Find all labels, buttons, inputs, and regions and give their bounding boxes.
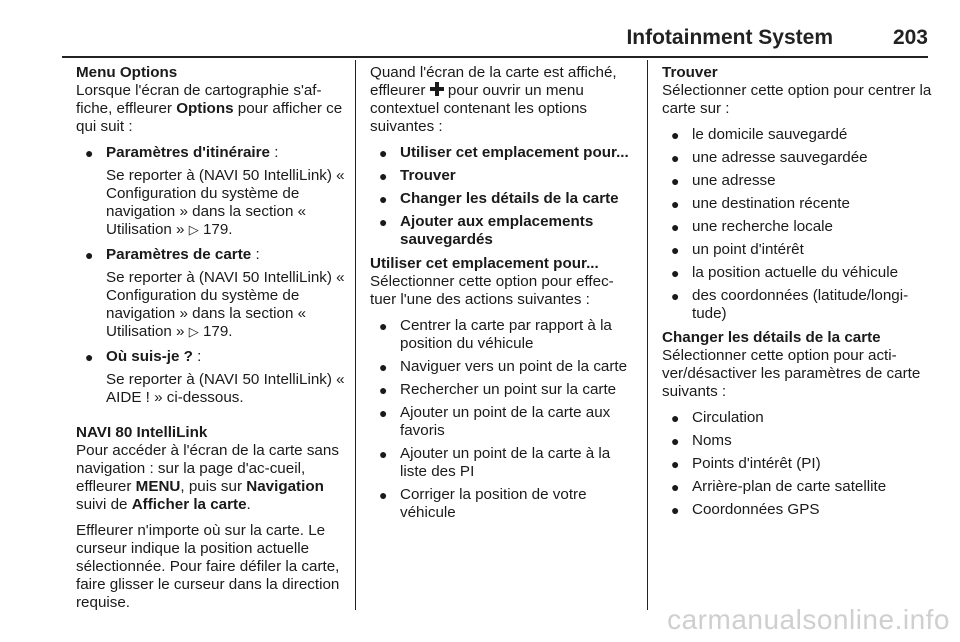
page-number: 203 [892, 26, 928, 49]
list-item-desc: Se reporter à (NAVI 50 IntelliLink) « Configuration du système de navigation » dans la section « Utilisation » ▷ 179. [106, 269, 345, 340]
list-item: ● Arrière-plan de carte satellite [671, 478, 887, 495]
change-details-intro: Sélectionner cette option pour acti-ver/désactiver les paramètres de carte suivants : [662, 347, 921, 400]
list-item: ● Paramètres de carte : [85, 246, 260, 263]
find-heading: Trouver [662, 64, 718, 81]
find-intro: Sélectionner cette option pour centrer la carte sur : [662, 82, 932, 117]
list-item: ● Ajouter un point de la carte aux favoris [379, 404, 611, 439]
list-item: ● Corriger la position de votre véhicule [379, 486, 587, 521]
list-item: ● Où suis-je ? : [85, 348, 202, 365]
watermark: carmanualsonline.info [667, 604, 950, 635]
menu-options-heading: Menu Options [76, 64, 178, 81]
column-divider [647, 60, 648, 610]
list-item: ● le domicile sauvegardé [671, 126, 848, 143]
header-title: Infotainment System [626, 26, 833, 49]
list-item: ● Ajouter aux emplacements sauvegardés [379, 213, 594, 248]
page-ref-icon: ▷ [188, 222, 199, 237]
column-divider [355, 60, 356, 610]
list-item-desc: Se reporter à (NAVI 50 IntelliLink) « AIDE ! » ci-dessous. [106, 371, 345, 406]
list-item: ● un point d'intérêt [671, 241, 804, 258]
list-item: ● Circulation [671, 409, 764, 426]
column-2 [370, 64, 636, 527]
navi-80-heading: NAVI 80 IntelliLink [76, 424, 208, 441]
use-location-heading: Utiliser cet emplacement pour... [370, 255, 599, 272]
list-item: ● Coordonnées GPS [671, 501, 820, 518]
list-item-desc: Se reporter à (NAVI 50 IntelliLink) « Configuration du système de navigation » dans la section « Utilisation » ▷ 179. [106, 167, 345, 238]
list-item: ● Ajouter un point de la carte à la liste des PI [379, 445, 611, 480]
list-item: ● Noms [671, 432, 732, 449]
list-item: ● une adresse [671, 172, 776, 189]
change-details-heading: Changer les détails de la carte [662, 329, 881, 346]
list-item: ● Centrer la carte par rapport à la position du véhicule [379, 317, 612, 352]
menu-options-intro: Lorsque l'écran de cartographie s'af-fiche, effleurer Options pour afficher ce qui suit : [76, 82, 343, 135]
context-menu-intro: Quand l'écran de la carte est affiché, effleurer pour ouvrir un menu contextuel contenant les options suivantes : [370, 64, 617, 135]
plus-icon [430, 82, 444, 96]
list-item: ● une destination récente [671, 195, 850, 212]
page-header [62, 26, 928, 58]
column-3 [662, 64, 934, 524]
column-1 [76, 64, 348, 620]
list-item: ● Rechercher un point sur la carte [379, 381, 617, 398]
list-item: ● des coordonnées (latitude/longi-tude) [671, 287, 909, 322]
list-item: ● Paramètres d'itinéraire : [85, 144, 279, 161]
list-item: ● une recherche locale [671, 218, 833, 235]
list-item: ● Naviguer vers un point de la carte [379, 358, 628, 375]
navi-80-paragraph-2: Effleurer n'importe où sur la carte. Le curseur indique la position actuelle sélectionnée. Pour faire défiler la carte, faire glisser le curseur dans la direction requise. [76, 522, 340, 611]
page-ref-icon: ▷ [188, 324, 199, 339]
list-item: ● Utiliser cet emplacement pour... [379, 144, 629, 161]
list-item: ● Trouver [379, 167, 456, 184]
list-item: ● la position actuelle du véhicule [671, 264, 899, 281]
list-item: ● Points d'intérêt (PI) [671, 455, 821, 472]
use-location-intro: Sélectionner cette option pour effec-tuer l'une des actions suivantes : [370, 273, 614, 308]
list-item: ● une adresse sauvegardée [671, 149, 868, 166]
navi-80-paragraph: Pour accéder à l'écran de la carte sans navigation : sur la page d'ac-cueil, effleurer MENU, puis sur Navigation suivi de Afficher la carte. [76, 442, 339, 513]
list-item: ● Changer les détails de la carte [379, 190, 619, 207]
